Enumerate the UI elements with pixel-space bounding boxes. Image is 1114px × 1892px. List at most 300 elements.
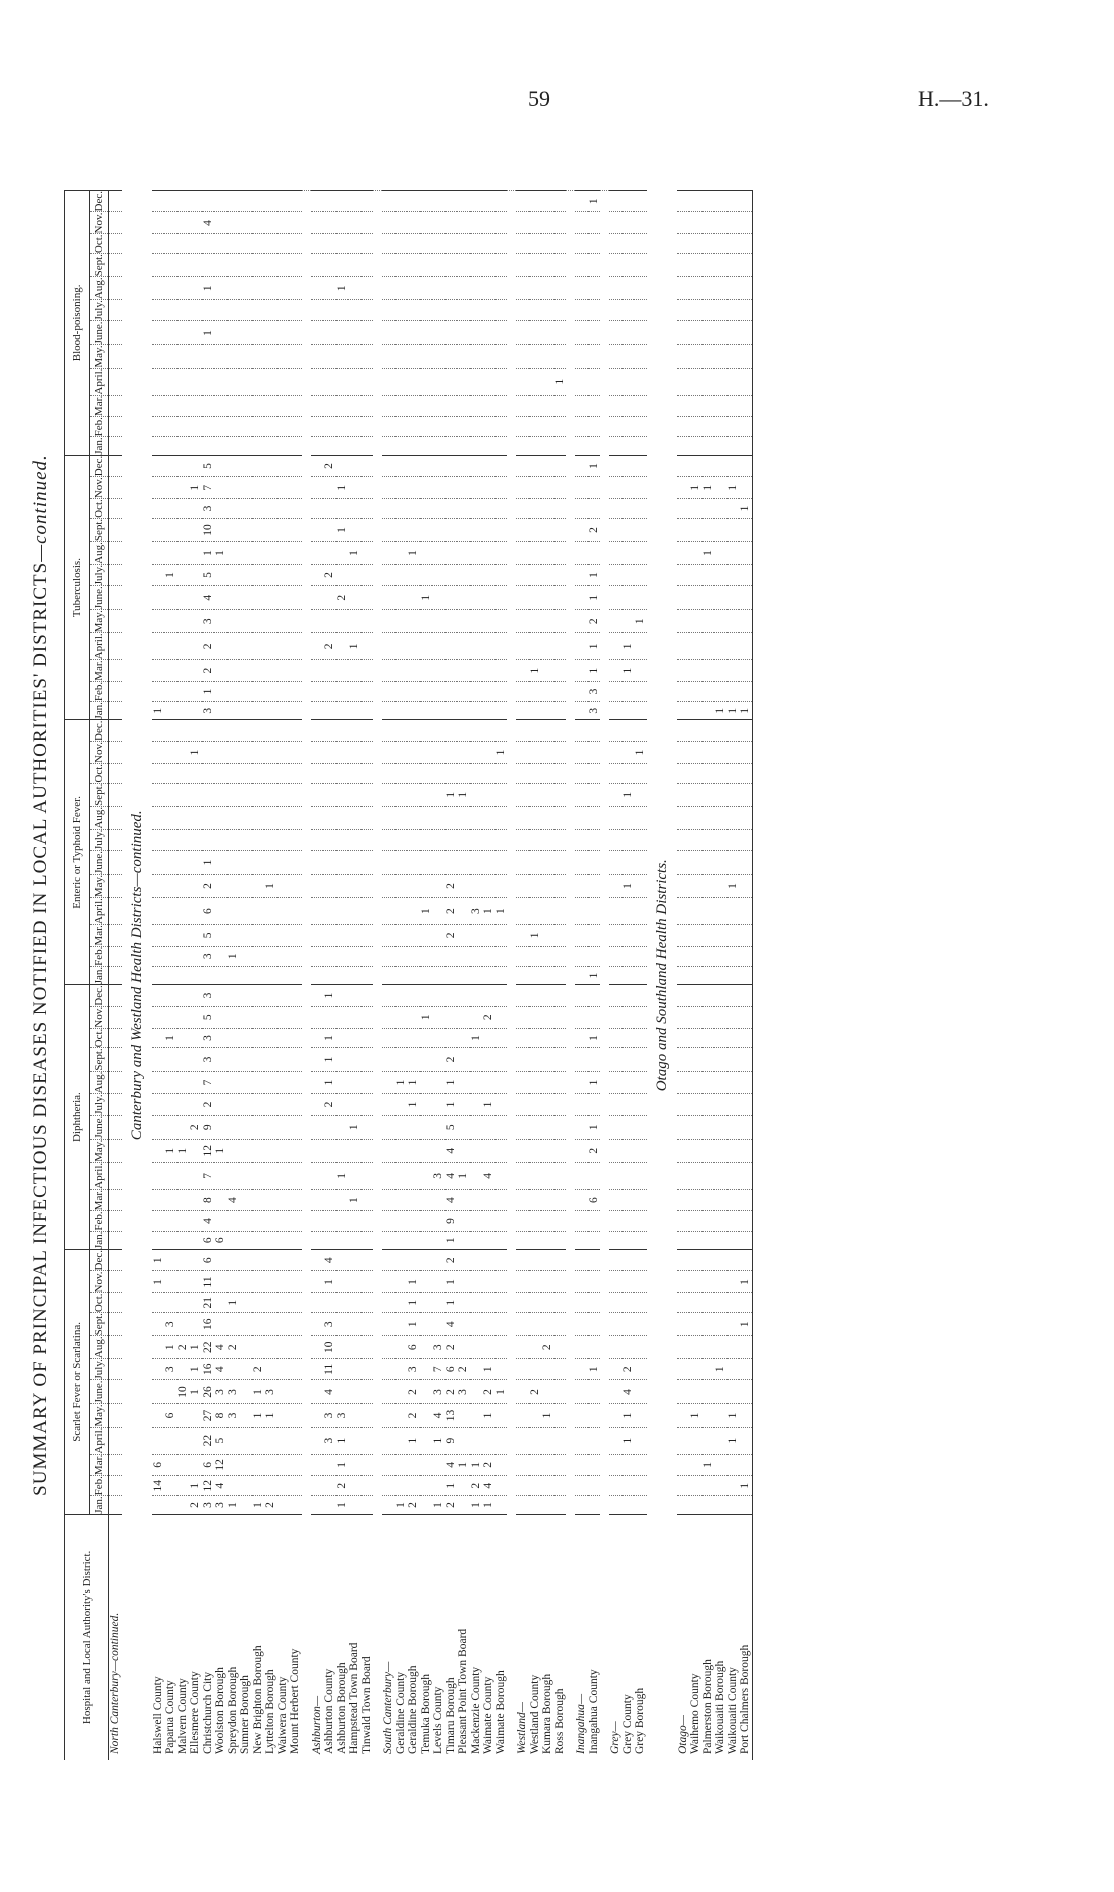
count-cell <box>529 874 542 897</box>
count-cell <box>529 1071 542 1094</box>
count-cell: 6 <box>202 1231 215 1249</box>
count-cell <box>541 1380 554 1404</box>
count-cell: 1 <box>164 1028 177 1048</box>
district-name: Grey Borough <box>634 1514 647 1760</box>
count-cell <box>239 925 252 946</box>
count-cell <box>702 1139 715 1162</box>
count-cell <box>689 1162 702 1189</box>
count-cell <box>495 564 508 585</box>
count-cell <box>420 633 433 660</box>
count-cell <box>252 660 265 681</box>
empty-cell <box>311 1211 324 1231</box>
count-cell <box>529 542 542 565</box>
count-cell <box>227 1313 240 1336</box>
count-cell <box>239 1094 252 1115</box>
count-cell <box>152 1380 165 1404</box>
count-cell <box>395 212 408 234</box>
count-cell: 1 <box>554 368 567 395</box>
count-cell <box>395 477 408 499</box>
count-cell <box>214 874 227 897</box>
count-cell <box>277 702 290 720</box>
count-cell <box>227 300 240 321</box>
count-cell <box>277 1427 290 1454</box>
count-cell <box>689 660 702 681</box>
empty-cell <box>311 1380 324 1404</box>
empty-cell <box>382 1476 395 1496</box>
count-cell: 1 <box>588 455 601 476</box>
count-cell: 5 <box>202 455 215 476</box>
count-cell <box>407 1211 420 1231</box>
count-cell <box>336 966 349 984</box>
empty-cell <box>677 1162 690 1189</box>
count-cell <box>239 783 252 806</box>
count-cell <box>554 277 567 300</box>
count-cell: 1 <box>588 1115 601 1139</box>
count-cell <box>407 212 420 234</box>
count-cell <box>189 1293 202 1313</box>
count-cell <box>407 702 420 720</box>
empty-cell <box>609 1293 622 1313</box>
count-cell <box>361 720 374 741</box>
empty-cell <box>109 345 122 368</box>
count-cell <box>554 1048 567 1071</box>
count-cell <box>420 300 433 321</box>
empty-cell <box>109 368 122 395</box>
count-cell <box>689 850 702 874</box>
empty-cell <box>575 1115 588 1139</box>
count-cell <box>495 518 508 541</box>
count-cell <box>470 1231 483 1249</box>
count-cell <box>529 1189 542 1210</box>
count-cell <box>348 1048 361 1071</box>
count-cell <box>554 829 567 850</box>
count-cell <box>495 966 508 984</box>
empty-cell <box>575 1380 588 1404</box>
empty-cell <box>677 191 690 212</box>
count-cell <box>529 1476 542 1496</box>
count-cell <box>323 966 336 984</box>
empty-cell <box>575 417 588 437</box>
count-cell <box>407 946 420 966</box>
count-cell <box>714 1336 727 1359</box>
count-cell <box>395 455 408 476</box>
count-cell <box>264 191 277 212</box>
count-cell <box>541 1293 554 1313</box>
count-cell <box>177 1231 190 1249</box>
count-cell <box>177 702 190 720</box>
count-cell <box>714 1293 727 1313</box>
empty-cell <box>382 1427 395 1454</box>
count-cell <box>541 660 554 681</box>
count-cell <box>727 1250 740 1271</box>
count-cell <box>361 300 374 321</box>
count-cell <box>227 321 240 345</box>
count-cell <box>727 806 740 829</box>
count-cell <box>714 368 727 395</box>
count-cell <box>152 1427 165 1454</box>
count-cell <box>177 254 190 277</box>
empty-cell <box>609 499 622 519</box>
count-cell <box>227 1231 240 1249</box>
count-cell <box>252 300 265 321</box>
count-cell: 3 <box>588 681 601 701</box>
count-cell <box>264 1231 277 1249</box>
count-cell <box>189 1071 202 1094</box>
count-cell: 3 <box>432 1162 445 1189</box>
empty-cell <box>382 1115 395 1139</box>
count-cell <box>164 874 177 897</box>
empty-cell <box>516 610 529 633</box>
count-cell <box>541 898 554 925</box>
count-cell <box>727 610 740 633</box>
count-cell <box>289 898 302 925</box>
count-cell <box>323 702 336 720</box>
count-cell <box>420 191 433 212</box>
count-cell <box>482 1115 495 1139</box>
count-cell <box>622 1028 635 1048</box>
count-cell <box>541 925 554 946</box>
count-cell <box>420 1454 433 1475</box>
count-cell <box>739 925 752 946</box>
count-cell <box>164 254 177 277</box>
empty-cell <box>382 345 395 368</box>
count-cell <box>361 1380 374 1404</box>
count-cell <box>164 966 177 984</box>
count-cell <box>336 1189 349 1210</box>
count-cell <box>264 966 277 984</box>
count-cell <box>264 1048 277 1071</box>
district-name: Hampstead Town Board <box>348 1514 361 1760</box>
count-cell <box>336 212 349 234</box>
count-cell <box>727 1189 740 1210</box>
count-cell <box>470 1048 483 1071</box>
empty-cell <box>311 702 324 720</box>
count-cell: 1 <box>336 1162 349 1189</box>
spacer-row <box>600 191 609 1761</box>
table-row <box>541 191 554 1761</box>
empty-cell <box>516 417 529 437</box>
count-cell <box>689 564 702 585</box>
section-row <box>311 191 324 1761</box>
empty-cell <box>109 1454 122 1475</box>
count-cell: 1 <box>482 1094 495 1115</box>
empty-cell <box>109 925 122 946</box>
count-cell <box>395 966 408 984</box>
count-cell: 2 <box>445 1336 458 1359</box>
empty-cell <box>609 610 622 633</box>
count-cell <box>634 586 647 610</box>
count-cell <box>348 720 361 741</box>
count-cell <box>277 660 290 681</box>
count-cell: 1 <box>348 542 361 565</box>
count-cell <box>164 1293 177 1313</box>
count-cell <box>457 985 470 1006</box>
count-cell <box>432 455 445 476</box>
count-cell <box>702 417 715 437</box>
month-header: Jan. <box>90 1496 109 1514</box>
count-cell <box>432 518 445 541</box>
count-cell <box>348 925 361 946</box>
count-cell <box>482 417 495 437</box>
empty-cell <box>609 850 622 874</box>
count-cell <box>239 966 252 984</box>
district-name: Woolston Borough <box>214 1514 227 1760</box>
count-cell <box>227 1454 240 1475</box>
count-cell <box>457 925 470 946</box>
empty-cell <box>109 1404 122 1427</box>
empty-cell <box>609 254 622 277</box>
empty-cell <box>609 1162 622 1189</box>
count-cell <box>348 1071 361 1094</box>
count-cell <box>727 1006 740 1028</box>
empty-cell <box>609 564 622 585</box>
count-cell <box>495 763 508 783</box>
empty-cell <box>575 1139 588 1162</box>
count-cell <box>420 850 433 874</box>
count-cell <box>420 783 433 806</box>
count-cell <box>432 829 445 850</box>
district-column-header: Hospital and Local Authority's District. <box>65 1514 109 1760</box>
count-cell <box>227 966 240 984</box>
count-cell <box>588 850 601 874</box>
count-cell <box>495 806 508 829</box>
count-cell <box>407 763 420 783</box>
count-cell: 1 <box>177 1139 190 1162</box>
count-cell <box>361 345 374 368</box>
count-cell: 2 <box>202 660 215 681</box>
count-cell <box>554 1271 567 1293</box>
empty-cell <box>609 660 622 681</box>
count-cell <box>361 985 374 1006</box>
count-cell <box>702 455 715 476</box>
empty-cell <box>311 741 324 763</box>
count-cell <box>277 417 290 437</box>
count-cell <box>289 1231 302 1249</box>
count-cell <box>702 564 715 585</box>
count-cell <box>277 499 290 519</box>
count-cell <box>739 368 752 395</box>
empty-cell <box>382 946 395 966</box>
empty-cell <box>677 1359 690 1380</box>
empty-cell <box>311 321 324 345</box>
count-cell <box>445 681 458 701</box>
empty-cell <box>382 874 395 897</box>
count-cell <box>495 368 508 395</box>
count-cell <box>323 806 336 829</box>
count-cell <box>264 925 277 946</box>
count-cell <box>252 874 265 897</box>
empty-cell <box>109 681 122 701</box>
count-cell <box>634 829 647 850</box>
count-cell <box>420 829 433 850</box>
count-cell <box>432 702 445 720</box>
count-cell <box>289 966 302 984</box>
count-cell <box>457 1189 470 1210</box>
month-header: Nov. <box>90 741 109 763</box>
count-cell <box>420 925 433 946</box>
count-cell <box>407 345 420 368</box>
count-cell <box>482 477 495 499</box>
count-cell <box>727 417 740 437</box>
count-cell <box>289 1162 302 1189</box>
count-cell <box>420 1496 433 1514</box>
count-cell <box>420 345 433 368</box>
count-cell <box>470 368 483 395</box>
count-cell <box>395 610 408 633</box>
count-cell <box>445 966 458 984</box>
count-cell <box>252 437 265 455</box>
empty-cell <box>677 741 690 763</box>
count-cell <box>689 368 702 395</box>
count-cell <box>264 499 277 519</box>
empty-cell <box>311 368 324 395</box>
count-cell <box>727 829 740 850</box>
count-cell <box>152 1006 165 1028</box>
count-cell <box>361 368 374 395</box>
count-cell <box>529 321 542 345</box>
count-cell <box>277 277 290 300</box>
count-cell <box>189 1313 202 1336</box>
count-cell <box>554 925 567 946</box>
count-cell <box>152 1115 165 1139</box>
count-cell: 1 <box>588 586 601 610</box>
empty-cell <box>382 850 395 874</box>
count-cell <box>727 741 740 763</box>
count-cell <box>277 455 290 476</box>
count-cell <box>432 1211 445 1231</box>
count-cell <box>554 586 567 610</box>
empty-cell <box>516 763 529 783</box>
count-cell <box>289 191 302 212</box>
empty-cell <box>311 874 324 897</box>
count-cell: 3 <box>202 702 215 720</box>
count-cell <box>727 1476 740 1496</box>
count-cell <box>470 300 483 321</box>
count-cell <box>336 1048 349 1071</box>
count-cell <box>264 1211 277 1231</box>
count-cell <box>239 1189 252 1210</box>
count-cell <box>407 499 420 519</box>
empty-cell <box>311 1028 324 1048</box>
empty-cell <box>311 1094 324 1115</box>
count-cell <box>457 1313 470 1336</box>
empty-cell <box>575 925 588 946</box>
count-cell <box>395 1028 408 1048</box>
count-cell <box>634 499 647 519</box>
empty-cell <box>516 925 529 946</box>
count-cell <box>252 1115 265 1139</box>
district-name: Geraldine County <box>395 1514 408 1760</box>
count-cell <box>323 660 336 681</box>
count-cell <box>495 321 508 345</box>
count-cell <box>541 741 554 763</box>
count-cell: 1 <box>727 1427 740 1454</box>
count-cell <box>588 417 601 437</box>
count-cell <box>445 477 458 499</box>
count-cell <box>739 564 752 585</box>
spacer-cell <box>507 191 516 1761</box>
count-cell: 2 <box>482 1454 495 1475</box>
count-cell <box>202 720 215 741</box>
count-cell <box>457 300 470 321</box>
count-cell <box>152 321 165 345</box>
count-cell <box>202 345 215 368</box>
count-cell: 8 <box>214 1404 227 1427</box>
count-cell <box>727 720 740 741</box>
count-cell <box>420 368 433 395</box>
count-cell <box>420 985 433 1006</box>
empty-cell <box>609 191 622 212</box>
count-cell <box>702 191 715 212</box>
count-cell <box>152 1293 165 1313</box>
count-cell <box>395 1336 408 1359</box>
count-cell <box>432 586 445 610</box>
count-cell: 2 <box>336 1476 349 1496</box>
count-cell <box>714 477 727 499</box>
count-cell <box>227 660 240 681</box>
count-cell <box>289 437 302 455</box>
empty-cell <box>516 518 529 541</box>
count-cell: 1 <box>622 1427 635 1454</box>
count-cell: 1 <box>432 1427 445 1454</box>
count-cell <box>407 477 420 499</box>
count-cell <box>407 1028 420 1048</box>
count-cell <box>252 234 265 254</box>
count-cell <box>252 1189 265 1210</box>
count-cell <box>152 477 165 499</box>
empty-cell <box>382 1162 395 1189</box>
count-cell <box>177 829 190 850</box>
empty-cell <box>311 806 324 829</box>
count-cell <box>227 1115 240 1139</box>
empty-cell <box>311 1454 324 1475</box>
count-cell <box>252 368 265 395</box>
count-cell <box>727 985 740 1006</box>
count-cell <box>457 898 470 925</box>
count-cell: 1 <box>323 1271 336 1293</box>
empty-cell <box>516 1380 529 1404</box>
count-cell <box>348 1250 361 1271</box>
count-cell <box>420 277 433 300</box>
count-cell <box>432 850 445 874</box>
count-cell <box>277 1094 290 1115</box>
count-cell <box>407 234 420 254</box>
empty-cell <box>609 345 622 368</box>
count-cell <box>622 610 635 633</box>
count-cell <box>457 966 470 984</box>
count-cell <box>420 1231 433 1249</box>
count-cell <box>470 1336 483 1359</box>
count-cell <box>264 395 277 416</box>
count-cell <box>554 633 567 660</box>
count-cell <box>177 191 190 212</box>
empty-cell <box>109 1071 122 1094</box>
count-cell <box>361 874 374 897</box>
empty-cell <box>575 806 588 829</box>
empty-cell <box>109 564 122 585</box>
count-cell <box>164 1231 177 1249</box>
count-cell <box>289 586 302 610</box>
count-cell: 4 <box>432 1404 445 1427</box>
empty-cell <box>382 1071 395 1094</box>
count-cell <box>252 610 265 633</box>
empty-cell <box>109 874 122 897</box>
count-cell <box>264 633 277 660</box>
count-cell <box>714 946 727 966</box>
count-cell <box>554 763 567 783</box>
count-cell <box>432 477 445 499</box>
count-cell <box>529 850 542 874</box>
